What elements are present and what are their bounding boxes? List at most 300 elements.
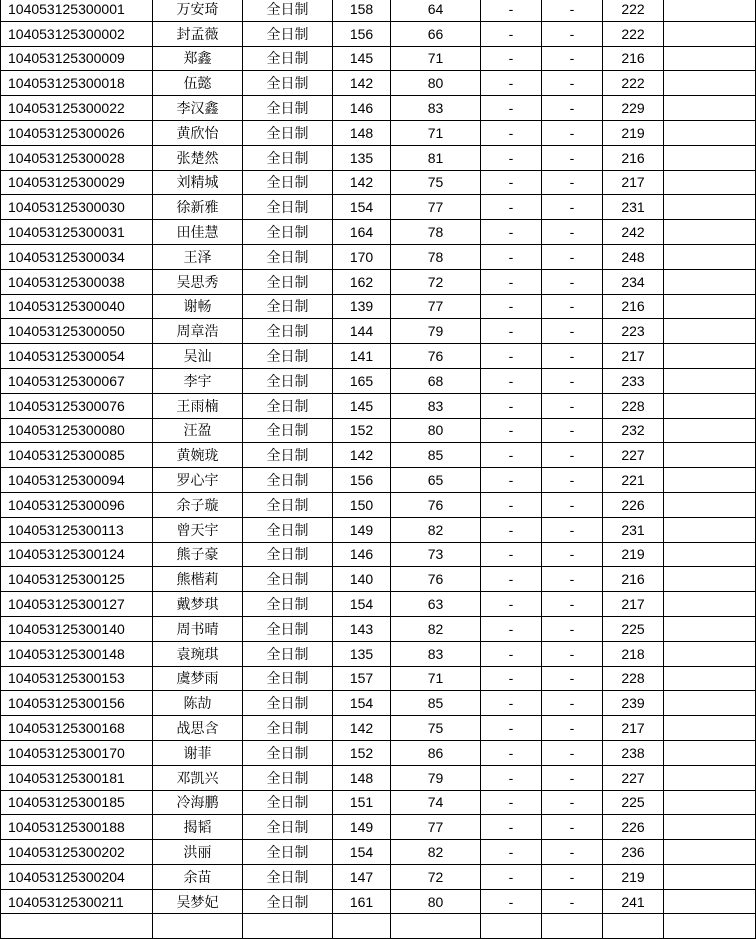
exam-id-cell: 104053125300028 bbox=[1, 145, 153, 170]
study-mode-cell: 全日制 bbox=[243, 0, 333, 21]
name-cell: 战思含 bbox=[153, 716, 243, 741]
score3-cell: - bbox=[481, 616, 542, 641]
score1-cell: 147 bbox=[333, 864, 391, 889]
total-cell: 236 bbox=[603, 840, 664, 865]
table-row bbox=[1, 840, 756, 865]
remark-cell bbox=[664, 71, 756, 96]
table-row bbox=[1, 691, 756, 716]
score4-cell: - bbox=[542, 765, 603, 790]
remark-cell bbox=[664, 666, 756, 691]
study-mode-cell: 全日制 bbox=[243, 468, 333, 493]
exam-id-cell: 104053125300085 bbox=[1, 443, 153, 468]
score2-cell: 76 bbox=[391, 344, 481, 369]
table-row bbox=[1, 492, 756, 517]
remark-cell bbox=[664, 740, 756, 765]
score3-cell: - bbox=[481, 46, 542, 71]
score4-cell: - bbox=[542, 517, 603, 542]
score1-cell: 151 bbox=[333, 790, 391, 815]
remark-cell bbox=[664, 294, 756, 319]
table-row bbox=[1, 269, 756, 294]
score3-cell: - bbox=[481, 641, 542, 666]
score3-cell: - bbox=[481, 790, 542, 815]
study-mode-cell: 全日制 bbox=[243, 96, 333, 121]
table-row bbox=[1, 220, 756, 245]
study-mode-cell: 全日制 bbox=[243, 46, 333, 71]
remark-cell bbox=[664, 344, 756, 369]
score1-cell: 170 bbox=[333, 244, 391, 269]
exam-id-cell: 104053125300009 bbox=[1, 46, 153, 71]
score2-cell: 66 bbox=[391, 21, 481, 46]
name-cell: 周章浩 bbox=[153, 319, 243, 344]
table-body bbox=[1, 0, 756, 939]
study-mode-cell: 全日制 bbox=[243, 542, 333, 567]
exam-id-cell: 104053125300038 bbox=[1, 269, 153, 294]
table-row bbox=[1, 96, 756, 121]
study-mode-cell: 全日制 bbox=[243, 666, 333, 691]
study-mode-cell: 全日制 bbox=[243, 120, 333, 145]
table-row bbox=[1, 393, 756, 418]
name-cell: 伍懿 bbox=[153, 71, 243, 96]
remark-cell bbox=[664, 641, 756, 666]
total-cell: 216 bbox=[603, 46, 664, 71]
table-row bbox=[1, 120, 756, 145]
score3-cell: - bbox=[481, 21, 542, 46]
score1-cell: 142 bbox=[333, 443, 391, 468]
score4-cell: - bbox=[542, 716, 603, 741]
table-row bbox=[1, 864, 756, 889]
name-cell: 张楚然 bbox=[153, 145, 243, 170]
total-cell: 228 bbox=[603, 666, 664, 691]
score2-cell: 74 bbox=[391, 790, 481, 815]
score2-cell: 83 bbox=[391, 641, 481, 666]
remark-cell bbox=[664, 269, 756, 294]
remark-cell bbox=[664, 468, 756, 493]
score4-cell: - bbox=[542, 269, 603, 294]
total-cell: 232 bbox=[603, 418, 664, 443]
exam-id-cell: 104053125300001 bbox=[1, 0, 153, 21]
total-cell: 231 bbox=[603, 195, 664, 220]
study-mode-cell: 全日制 bbox=[243, 616, 333, 641]
exam-id-cell: 104053125300002 bbox=[1, 21, 153, 46]
exam-id-cell bbox=[1, 914, 153, 939]
score1-cell: 148 bbox=[333, 765, 391, 790]
score2-cell: 80 bbox=[391, 418, 481, 443]
score3-cell: - bbox=[481, 418, 542, 443]
name-cell: 封孟薇 bbox=[153, 21, 243, 46]
total-cell: 217 bbox=[603, 592, 664, 617]
study-mode-cell: 全日制 bbox=[243, 21, 333, 46]
remark-cell bbox=[664, 616, 756, 641]
exam-id-cell: 104053125300153 bbox=[1, 666, 153, 691]
score4-cell: - bbox=[542, 319, 603, 344]
remark-cell bbox=[664, 393, 756, 418]
table-row bbox=[1, 443, 756, 468]
study-mode-cell: 全日制 bbox=[243, 815, 333, 840]
study-mode-cell: 全日制 bbox=[243, 765, 333, 790]
remark-cell bbox=[664, 220, 756, 245]
score4-cell: - bbox=[542, 344, 603, 369]
study-mode-cell: 全日制 bbox=[243, 716, 333, 741]
study-mode-cell: 全日制 bbox=[243, 492, 333, 517]
exam-id-cell: 104053125300124 bbox=[1, 542, 153, 567]
exam-id-cell: 104053125300168 bbox=[1, 716, 153, 741]
table-row bbox=[1, 790, 756, 815]
exam-id-cell: 104053125300054 bbox=[1, 344, 153, 369]
score4-cell: - bbox=[542, 220, 603, 245]
score4-cell: - bbox=[542, 790, 603, 815]
total-cell: 219 bbox=[603, 542, 664, 567]
score1-cell: 144 bbox=[333, 319, 391, 344]
total-cell: 248 bbox=[603, 244, 664, 269]
score1-cell: 148 bbox=[333, 120, 391, 145]
study-mode-cell: 全日制 bbox=[243, 71, 333, 96]
score4-cell: - bbox=[542, 492, 603, 517]
score2-cell: 72 bbox=[391, 864, 481, 889]
score3-cell: - bbox=[481, 145, 542, 170]
remark-cell bbox=[664, 790, 756, 815]
score3-cell: - bbox=[481, 815, 542, 840]
total-cell: 228 bbox=[603, 393, 664, 418]
score3-cell: - bbox=[481, 71, 542, 96]
table-row bbox=[1, 567, 756, 592]
total-cell: 225 bbox=[603, 616, 664, 641]
remark-cell bbox=[664, 765, 756, 790]
total-cell: 216 bbox=[603, 567, 664, 592]
total-cell: 222 bbox=[603, 71, 664, 96]
score3-cell: - bbox=[481, 716, 542, 741]
score3-cell: - bbox=[481, 468, 542, 493]
score4-cell: - bbox=[542, 691, 603, 716]
score1-cell: 164 bbox=[333, 220, 391, 245]
total-cell bbox=[603, 914, 664, 939]
name-cell: 戴梦琪 bbox=[153, 592, 243, 617]
score3-cell bbox=[481, 914, 542, 939]
score4-cell: - bbox=[542, 443, 603, 468]
score4-cell: - bbox=[542, 71, 603, 96]
study-mode-cell: 全日制 bbox=[243, 443, 333, 468]
score3-cell: - bbox=[481, 170, 542, 195]
exam-id-cell: 104053125300204 bbox=[1, 864, 153, 889]
score4-cell: - bbox=[542, 740, 603, 765]
total-cell: 226 bbox=[603, 492, 664, 517]
total-cell: 225 bbox=[603, 790, 664, 815]
name-cell: 邓凯兴 bbox=[153, 765, 243, 790]
score2-cell: 79 bbox=[391, 319, 481, 344]
exam-id-cell: 104053125300029 bbox=[1, 170, 153, 195]
remark-cell bbox=[664, 567, 756, 592]
score2-cell: 76 bbox=[391, 492, 481, 517]
score1-cell: 146 bbox=[333, 542, 391, 567]
score2-cell: 75 bbox=[391, 170, 481, 195]
score4-cell: - bbox=[542, 641, 603, 666]
score2-cell: 73 bbox=[391, 542, 481, 567]
total-cell: 238 bbox=[603, 740, 664, 765]
study-mode-cell: 全日制 bbox=[243, 840, 333, 865]
name-cell: 罗心宇 bbox=[153, 468, 243, 493]
score2-cell: 83 bbox=[391, 96, 481, 121]
table-row bbox=[1, 815, 756, 840]
score1-cell: 139 bbox=[333, 294, 391, 319]
total-cell: 231 bbox=[603, 517, 664, 542]
total-cell: 222 bbox=[603, 0, 664, 21]
remark-cell bbox=[664, 368, 756, 393]
score2-cell: 86 bbox=[391, 740, 481, 765]
remark-cell bbox=[664, 319, 756, 344]
score2-cell: 65 bbox=[391, 468, 481, 493]
score2-cell: 75 bbox=[391, 716, 481, 741]
score4-cell: - bbox=[542, 368, 603, 393]
score4-cell: - bbox=[542, 145, 603, 170]
exam-id-cell: 104053125300094 bbox=[1, 468, 153, 493]
score1-cell: 154 bbox=[333, 592, 391, 617]
name-cell: 袁琬琪 bbox=[153, 641, 243, 666]
total-cell: 229 bbox=[603, 96, 664, 121]
exam-id-cell: 104053125300181 bbox=[1, 765, 153, 790]
score2-cell: 80 bbox=[391, 71, 481, 96]
score1-cell: 135 bbox=[333, 641, 391, 666]
total-cell: 227 bbox=[603, 443, 664, 468]
score4-cell: - bbox=[542, 418, 603, 443]
table-row bbox=[1, 542, 756, 567]
score4-cell: - bbox=[542, 0, 603, 21]
score3-cell: - bbox=[481, 120, 542, 145]
study-mode-cell: 全日制 bbox=[243, 145, 333, 170]
table-row bbox=[1, 765, 756, 790]
name-cell: 徐新雅 bbox=[153, 195, 243, 220]
remark-cell bbox=[664, 443, 756, 468]
name-cell: 熊楷莉 bbox=[153, 567, 243, 592]
name-cell: 吴梦妃 bbox=[153, 889, 243, 914]
table-row bbox=[1, 616, 756, 641]
score3-cell: - bbox=[481, 691, 542, 716]
score2-cell: 76 bbox=[391, 567, 481, 592]
score4-cell: - bbox=[542, 21, 603, 46]
score3-cell: - bbox=[481, 269, 542, 294]
study-mode-cell bbox=[243, 914, 333, 939]
score1-cell: 154 bbox=[333, 840, 391, 865]
name-cell: 余子璇 bbox=[153, 492, 243, 517]
name-cell: 冷海鹏 bbox=[153, 790, 243, 815]
name-cell: 陈劼 bbox=[153, 691, 243, 716]
score3-cell: - bbox=[481, 740, 542, 765]
name-cell: 虞梦雨 bbox=[153, 666, 243, 691]
exam-id-cell: 104053125300026 bbox=[1, 120, 153, 145]
exam-id-cell: 104053125300140 bbox=[1, 616, 153, 641]
score4-cell: - bbox=[542, 195, 603, 220]
score2-cell: 71 bbox=[391, 46, 481, 71]
remark-cell bbox=[664, 96, 756, 121]
remark-cell bbox=[664, 120, 756, 145]
total-cell: 219 bbox=[603, 864, 664, 889]
name-cell: 王雨楠 bbox=[153, 393, 243, 418]
exam-id-cell: 104053125300096 bbox=[1, 492, 153, 517]
score1-cell: 149 bbox=[333, 815, 391, 840]
name-cell: 揭韬 bbox=[153, 815, 243, 840]
total-cell: 217 bbox=[603, 170, 664, 195]
score1-cell: 158 bbox=[333, 0, 391, 21]
table-row bbox=[1, 145, 756, 170]
name-cell: 熊子豪 bbox=[153, 542, 243, 567]
score1-cell: 162 bbox=[333, 269, 391, 294]
score2-cell: 71 bbox=[391, 666, 481, 691]
table-row bbox=[1, 889, 756, 914]
score1-cell: 135 bbox=[333, 145, 391, 170]
total-cell: 239 bbox=[603, 691, 664, 716]
table-row bbox=[1, 344, 756, 369]
score3-cell: - bbox=[481, 220, 542, 245]
remark-cell bbox=[664, 716, 756, 741]
study-mode-cell: 全日制 bbox=[243, 864, 333, 889]
exam-id-cell: 104053125300040 bbox=[1, 294, 153, 319]
study-mode-cell: 全日制 bbox=[243, 344, 333, 369]
score4-cell: - bbox=[542, 393, 603, 418]
total-cell: 241 bbox=[603, 889, 664, 914]
study-mode-cell: 全日制 bbox=[243, 418, 333, 443]
score1-cell: 156 bbox=[333, 468, 391, 493]
remark-cell bbox=[664, 244, 756, 269]
score3-cell: - bbox=[481, 244, 542, 269]
table-row bbox=[1, 195, 756, 220]
score1-cell: 154 bbox=[333, 195, 391, 220]
table-row bbox=[1, 368, 756, 393]
score2-cell: 77 bbox=[391, 815, 481, 840]
total-cell: 216 bbox=[603, 294, 664, 319]
name-cell: 余苗 bbox=[153, 864, 243, 889]
name-cell: 汪盈 bbox=[153, 418, 243, 443]
table-row bbox=[1, 517, 756, 542]
score2-cell: 81 bbox=[391, 145, 481, 170]
name-cell: 黄婉珑 bbox=[153, 443, 243, 468]
exam-id-cell: 104053125300202 bbox=[1, 840, 153, 865]
score3-cell: - bbox=[481, 443, 542, 468]
score1-cell: 161 bbox=[333, 889, 391, 914]
table-row bbox=[1, 0, 756, 21]
score3-cell: - bbox=[481, 864, 542, 889]
study-mode-cell: 全日制 bbox=[243, 567, 333, 592]
study-mode-cell: 全日制 bbox=[243, 790, 333, 815]
score3-cell: - bbox=[481, 542, 542, 567]
score3-cell: - bbox=[481, 294, 542, 319]
remark-cell bbox=[664, 195, 756, 220]
score4-cell: - bbox=[542, 815, 603, 840]
score4-cell: - bbox=[542, 542, 603, 567]
remark-cell bbox=[664, 21, 756, 46]
score4-cell: - bbox=[542, 96, 603, 121]
remark-cell bbox=[664, 840, 756, 865]
total-cell: 221 bbox=[603, 468, 664, 493]
score4-cell: - bbox=[542, 46, 603, 71]
study-mode-cell: 全日制 bbox=[243, 740, 333, 765]
score3-cell: - bbox=[481, 889, 542, 914]
study-mode-cell: 全日制 bbox=[243, 170, 333, 195]
score3-cell: - bbox=[481, 765, 542, 790]
exam-id-cell: 104053125300034 bbox=[1, 244, 153, 269]
name-cell: 李宇 bbox=[153, 368, 243, 393]
table-row bbox=[1, 468, 756, 493]
remark-cell bbox=[664, 0, 756, 21]
study-mode-cell: 全日制 bbox=[243, 294, 333, 319]
table-row bbox=[1, 244, 756, 269]
name-cell: 谢畅 bbox=[153, 294, 243, 319]
study-mode-cell: 全日制 bbox=[243, 641, 333, 666]
remark-cell bbox=[664, 418, 756, 443]
score3-cell: - bbox=[481, 840, 542, 865]
name-cell: 李汉鑫 bbox=[153, 96, 243, 121]
remark-cell bbox=[664, 914, 756, 939]
score1-cell: 145 bbox=[333, 393, 391, 418]
name-cell: 曾天宇 bbox=[153, 517, 243, 542]
score4-cell: - bbox=[542, 666, 603, 691]
score2-cell: 79 bbox=[391, 765, 481, 790]
exam-id-cell: 104053125300031 bbox=[1, 220, 153, 245]
score2-cell: 80 bbox=[391, 889, 481, 914]
table-row bbox=[1, 740, 756, 765]
study-mode-cell: 全日制 bbox=[243, 244, 333, 269]
exam-id-cell: 104053125300067 bbox=[1, 368, 153, 393]
table-row bbox=[1, 418, 756, 443]
exam-id-cell: 104053125300211 bbox=[1, 889, 153, 914]
total-cell: 217 bbox=[603, 344, 664, 369]
remark-cell bbox=[664, 492, 756, 517]
remark-cell bbox=[664, 864, 756, 889]
score4-cell: - bbox=[542, 864, 603, 889]
study-mode-cell: 全日制 bbox=[243, 195, 333, 220]
score3-cell: - bbox=[481, 344, 542, 369]
score4-cell: - bbox=[542, 170, 603, 195]
exam-id-cell: 104053125300022 bbox=[1, 96, 153, 121]
study-mode-cell: 全日制 bbox=[243, 691, 333, 716]
score1-cell: 150 bbox=[333, 492, 391, 517]
table-row bbox=[1, 319, 756, 344]
exam-id-cell: 104053125300125 bbox=[1, 567, 153, 592]
exam-id-cell: 104053125300148 bbox=[1, 641, 153, 666]
score4-cell: - bbox=[542, 468, 603, 493]
score1-cell: 152 bbox=[333, 740, 391, 765]
study-mode-cell: 全日制 bbox=[243, 269, 333, 294]
table-row bbox=[1, 170, 756, 195]
exam-id-cell: 104053125300170 bbox=[1, 740, 153, 765]
table-row bbox=[1, 71, 756, 96]
score3-cell: - bbox=[481, 492, 542, 517]
score2-cell: 78 bbox=[391, 220, 481, 245]
score2-cell: 77 bbox=[391, 195, 481, 220]
total-cell: 217 bbox=[603, 716, 664, 741]
score1-cell: 154 bbox=[333, 691, 391, 716]
study-mode-cell: 全日制 bbox=[243, 592, 333, 617]
name-cell: 吴汕 bbox=[153, 344, 243, 369]
score1-cell: 156 bbox=[333, 21, 391, 46]
score2-cell: 64 bbox=[391, 0, 481, 21]
table-row bbox=[1, 294, 756, 319]
score2-cell: 82 bbox=[391, 517, 481, 542]
score1-cell bbox=[333, 914, 391, 939]
remark-cell bbox=[664, 592, 756, 617]
remark-cell bbox=[664, 46, 756, 71]
score4-cell: - bbox=[542, 840, 603, 865]
score2-cell: 85 bbox=[391, 443, 481, 468]
exam-id-cell: 104053125300113 bbox=[1, 517, 153, 542]
total-cell: 233 bbox=[603, 368, 664, 393]
total-cell: 216 bbox=[603, 145, 664, 170]
exam-id-cell: 104053125300185 bbox=[1, 790, 153, 815]
remark-cell bbox=[664, 889, 756, 914]
score1-cell: 165 bbox=[333, 368, 391, 393]
score2-cell: 68 bbox=[391, 368, 481, 393]
total-cell: 227 bbox=[603, 765, 664, 790]
total-cell: 234 bbox=[603, 269, 664, 294]
total-cell: 226 bbox=[603, 815, 664, 840]
score2-cell: 78 bbox=[391, 244, 481, 269]
